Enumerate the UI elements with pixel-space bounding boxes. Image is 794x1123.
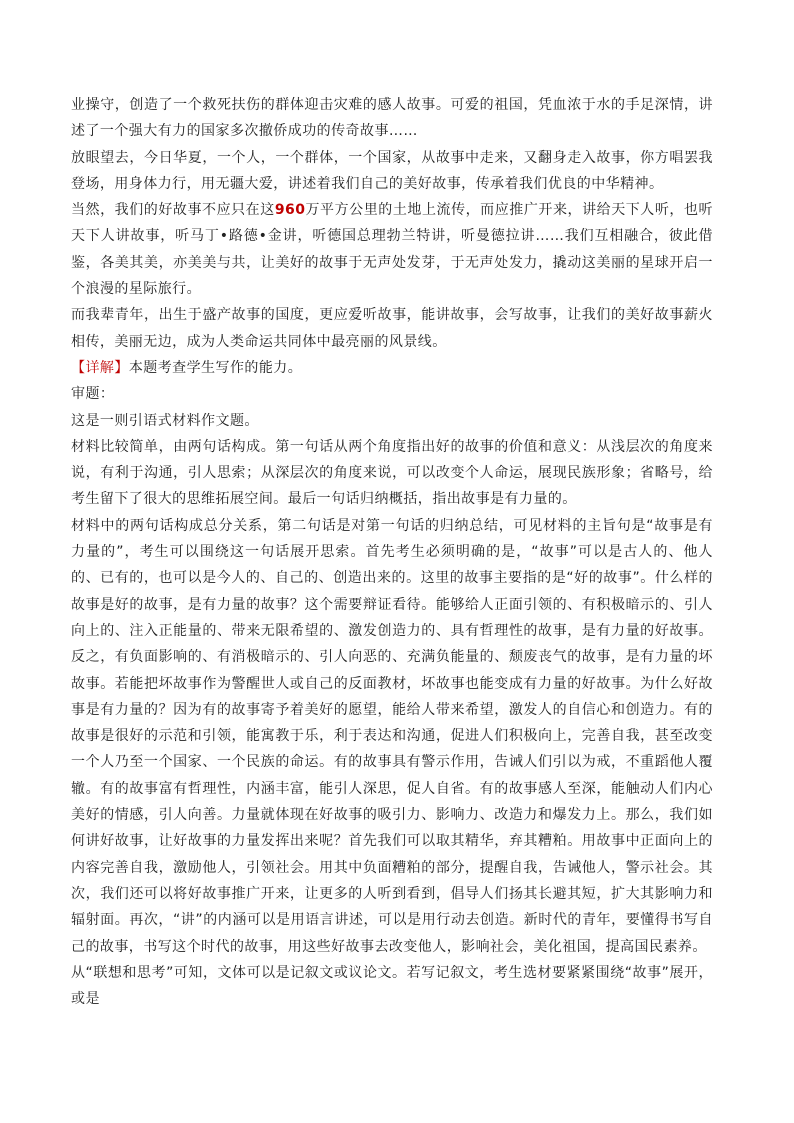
paragraph-text: 材料中的两句话构成总分关系，第二句话是对第一句话的归纳总结，可见材料的主旨句是“故事是有力量的”，考生可以围绕这一句话展开思索。首先考生必须明确的是，“故事”可以是古人的、他人的、已有的，也可以是今人的、自己的、创造出来的。这里的故事主要指的是“好的故事”。什么样的故事是好的故事，是有力量的故事？这个需要辩证看待。能够给人正面引领的、有积极暗示的、引人向上的、注入正能量的、带来无限希望的、激发创造力的、具有哲理性的故事，是有力量的好故事。反之，有负面影响的、有消极暗示的、引人向恶的、充满负能量的、颓废丧气的故事，是有力量的坏故事。若能把坏故事作为警醒世人或自己的反面教材，坏故事也能变成有力量的好故事。为什么好故事是有力量的？因为有的故事寄予着美好的愿望，能给人带来希望，激发人的自信心和创造力。有的故事是很好的示范和引领，能寓教于乐，利于表达和沟通，促进人们积极向上，完善自我，甚至改变一个人乃至一个国家、一个民族的命运。有的故事具有警示作用，告诫人们引以为戒，不重蹈他人覆辙。有的故事富有哲理性，内涵丰富，能引人深思，促人自省。有的故事感人至深，能触动人们内心美好的情感，引人向善。力量就体现在好故事的吸引力、影响力、改造力和爆发力上。那么，我们如何讲好故事，让好故事的力量发挥出来呢？首先我们可以取其精华，弃其糟粕。用故事中正面向上的内容完善自我，激励他人，引领社会。用其中负面糟粕的部分，提醒自我，告诫他人，警示社会。其次，我们还可以将好故事推广开来，让更多的人听到看到，倡导人们扬其长避其短，扩大其影响力和辐射面。再次，“讲”的内涵可以是用语言讲述，可以是用行动去创造。新时代的青年，要懂得书写自己的故事，书写这个时代的故事，用这些好故事去改变他人，影响社会，美化祖国，提高国民素养。 <box>71 517 713 955</box>
paragraph-youth <box>71 302 713 355</box>
paragraph-text: 从“联想和思考”可知，文体可以是记叙文或议论文。若写记叙文，考生选材要紧紧围绕“故事”展开，或是 <box>71 964 713 1008</box>
paragraph-text: 而我辈青年，出生于盛产故事的国度，更应爱听故事，能讲故事，会写故事，让我们的美好故事薪火相传，美丽无边，成为人类命运共同体中最亮丽的风景线。 <box>71 307 713 350</box>
detail-tag: 【详解】 <box>71 359 129 376</box>
paragraph-text: 当然，我们的好故事不应只在这 <box>71 202 275 219</box>
paragraph-text: 万平方公里的土地上流传，而应推广开来，讲给天下人听，也听天下人讲故事，听马丁•路德•金讲，听德国总理勃兰特讲，听曼德拉讲……我们互相融合，彼此借鉴，各美其美，亦美美与共，让美好的故事于无声处发芽，于无声处发力，撬动这美丽的星球开启一个浪漫的星际旅行。 <box>71 202 713 298</box>
paragraph-text: 审题： <box>71 386 115 403</box>
paragraph-text: 业操守，创造了一个救死扶伤的群体迎击灾难的感人故事。可爱的祖国，凭血浓于水的手足深情，讲述了一个强大有力的国家多次撤侨成功的传奇故事…… <box>71 97 713 140</box>
paragraph-material-analysis <box>71 434 713 513</box>
paragraph-genre-guidance <box>71 960 713 1013</box>
paragraph-detail-explanation <box>71 355 713 381</box>
paragraph-looking-around <box>71 145 713 198</box>
highlighted-number: 960 <box>274 202 306 219</box>
document-page <box>71 92 713 1012</box>
paragraph-review-heading <box>71 381 713 407</box>
paragraph-rescue-story <box>71 92 713 145</box>
paragraph-theme-discussion <box>71 513 713 960</box>
paragraph-text: 这是一则引语式材料作文题。 <box>71 412 259 429</box>
paragraph-text: 本题考查学生写作的能力。 <box>128 359 303 376</box>
paragraph-text: 材料比较简单，由两句话构成。第一句话从两个角度指出好的故事的价值和意义：从浅层次的角度来说，有利于沟通，引人思索；从深层次的角度来说，可以改变个人命运，展现民族形象；省略号，给考生留下了很大的思维拓展空间。最后一句话归纳概括，指出故事是有力量的。 <box>71 438 713 508</box>
paragraph-spread-stories <box>71 197 713 302</box>
paragraph-essay-type <box>71 408 713 434</box>
paragraph-text: 放眼望去，今日华夏，一个人，一个群体，一个国家，从故事中走来，又翻身走入故事，你方唱罢我登场，用身体力行，用无疆大爱，讲述着我们自己的美好故事，传承着我们优良的中华精神。 <box>71 149 713 192</box>
